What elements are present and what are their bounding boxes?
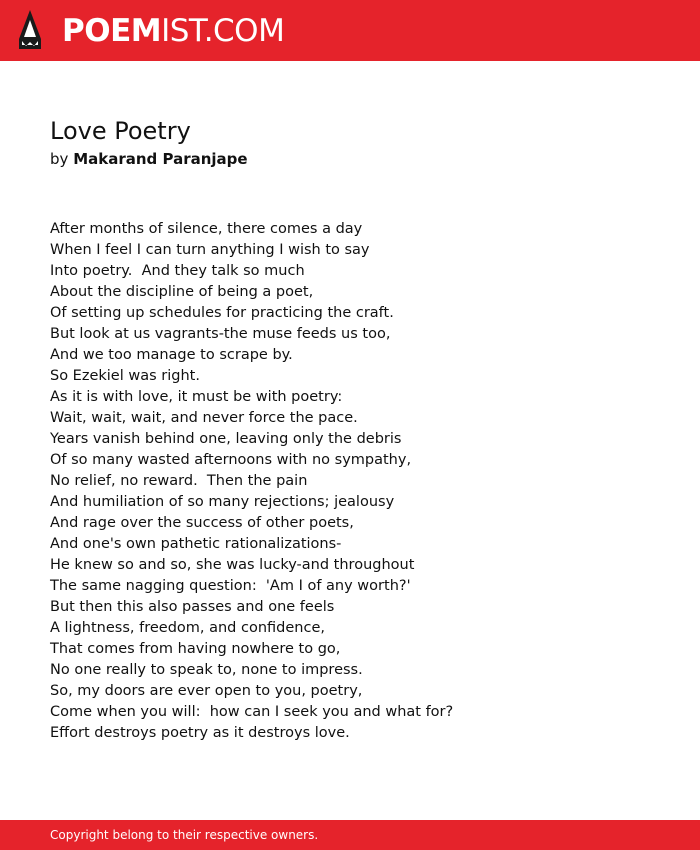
poem-line: Years vanish behind one, leaving only the debris [50,431,402,447]
byline [50,149,248,169]
poem-line: But then this also passes and one feels [50,599,335,615]
poem-line: But look at us vagrants-the muse feeds us too, [50,326,391,342]
poem-line: The same nagging question: 'Am I of any worth?' [50,578,411,594]
poem-line: And humiliation of so many rejections; jealousy [50,494,395,510]
poem-line: No relief, no reward. Then the pain [50,473,308,489]
header-bar [0,0,700,61]
poem-line: And we too manage to scrape by. [50,347,293,363]
poem-line: That comes from having nowhere to go, [50,641,341,657]
poem-line: Of setting up schedules for practicing the craft. [50,305,394,321]
poem-line: He knew so and so, she was lucky-and throughout [50,557,415,573]
footer-bar [0,820,700,850]
brand-name-bold: POEM [62,13,162,49]
poem-title: Love Poetry [50,117,191,145]
poem-line: Wait, wait, wait, and never force the pace. [50,410,358,426]
pen-nib-icon [17,9,43,51]
poem-line: When I feel I can turn anything I wish to say [50,242,370,258]
poem-line: So Ezekiel was right. [50,368,200,384]
copyright-text: Copyright belong to their respective owners. [50,828,319,842]
poem-line: And rage over the success of other poets, [50,515,354,531]
poem-line: No one really to speak to, none to impress. [50,662,363,678]
poem-line: Into poetry. And they talk so much [50,263,305,279]
poem-line: And one's own pathetic rationalizations- [50,536,342,552]
poem-line: Come when you will: how can I seek you and what for? [50,704,454,720]
poem-body [50,219,670,744]
poem-line: As it is with love, it must be with poetry: [50,389,343,405]
site-logo[interactable] [62,11,284,51]
poem-line: So, my doors are ever open to you, poetry, [50,683,363,699]
poem-line: Effort destroys poetry as it destroys love. [50,725,350,741]
poem-line: Of so many wasted afternoons with no sympathy, [50,452,412,468]
poem-line: About the discipline of being a poet, [50,284,314,300]
poem-line: After months of silence, there comes a day [50,221,363,237]
by-label: by [50,150,69,168]
poem-line: A lightness, freedom, and confidence, [50,620,325,636]
brand-name-light: IST.COM [161,13,285,49]
author-name: Makarand Paranjape [73,150,248,168]
